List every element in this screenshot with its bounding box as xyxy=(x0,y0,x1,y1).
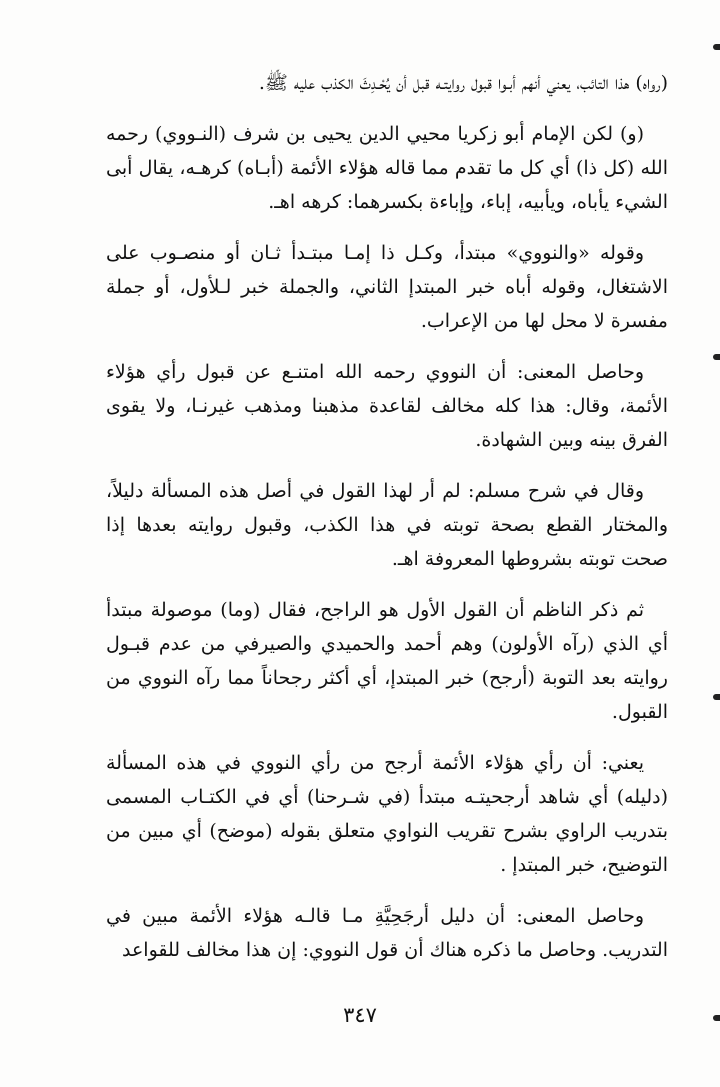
paragraph-3: وقوله «والنووي» مبتدأ، وكـل ذا إمـا مبتـدأ ثـان أو منصـوب على الاشتغال، وقوله أباه خبر المبتدإ الثاني، والجملة خبر لـلأول، أو جملة مفسرة لا محل لها من الإعراب. xyxy=(106,242,668,332)
page-number: ٣٤٧ xyxy=(343,1003,377,1027)
scan-edge-mark xyxy=(713,44,720,50)
paragraph-6: ثم ذكر الناظم أن القول الأول هو الراجح، فقال (وما) موصولة مبتدأ أي الذي (رآه الأولون) وهم أحمد والحميدي والصيرفي من عدم قبـول روايته بعد التوبة (أرجح) خبر المبتدإ، أي أكثر رجحاناً مما رآه النووي من القبول. xyxy=(106,599,668,723)
paragraph-1: (رواه) هذا التائب، يعني أنهم أبـوا قبول روايتـه قبل أن يُحْـدِثَ الكذب عليه ﷺ. xyxy=(258,72,668,94)
scan-edge-mark xyxy=(713,1015,720,1021)
scan-edge-mark xyxy=(713,354,720,360)
scan-edge-mark xyxy=(713,694,720,700)
paragraph-2: (و) لكن الإمام أبو زكريا محيي الدين يحيى بن شرف (النـووي) رحمه الله (كل ذا) أي كل ما تقدم مما قاله هؤلاء الأئمة (أبـاه) كرهـه، يقال أبى الشيء يأباه، ويأبيه، إباء، وإباءة بكسرهما: كرهه اهـ. xyxy=(106,123,668,213)
body-text xyxy=(106,66,668,984)
paragraph-8: وحاصل المعنى: أن دليل أرجَحِيَّةِ مـا قالـه هؤلاء الأئمة مبين في التدريب. وحاصل ما ذكره هناك أن قول النووي: إن هذا مخالف للقواعد xyxy=(106,905,668,961)
paragraph-5: وقال في شرح مسلم: لم أر لهذا القول في أصل هذه المسألة دليلاً، والمختار القطع بصحة توبته في هذا الكذب، وقبول روايته بعدها إذا صحت توبته بشروطها المعروفة اهـ. xyxy=(106,480,668,570)
paragraph-4: وحاصل المعنى: أن النووي رحمه الله امتنـع عن قبول رأي هؤلاء الأئمة، وقال: هذا كله مخالف لقاعدة مذهبنا ومذهب غيرنـا، ولا يقوى الفرق بينه وبين الشهادة. xyxy=(106,361,668,451)
paragraph-7: يعني: أن رأي هؤلاء الأئمة أرجح من رأي النووي في هذه المسألة (دليله) أي شاهد أرجحيتـه مبتدأ (في شـرحنا) أي في الكتـاب المسمى بتدريب الراوي بشرح تقريب النواوي متعلق بقوله (موضح) أي مبين من التوضيح، خبر المبتدإ . xyxy=(106,752,668,876)
